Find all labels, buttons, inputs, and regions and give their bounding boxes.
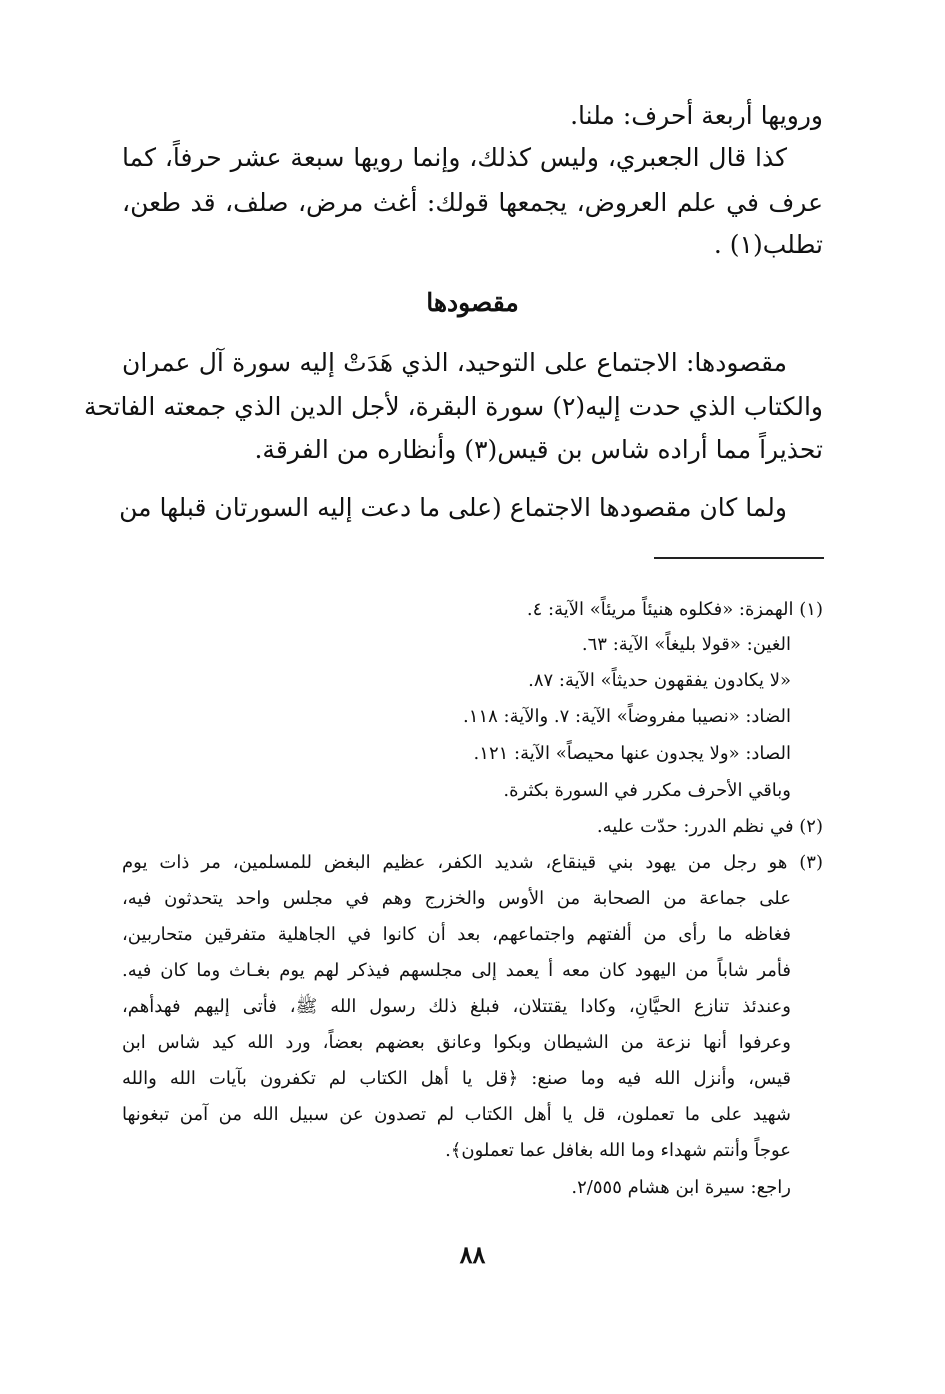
footnote-line-17: راجع: سيرة ابن هشام ٢/٥٥٥. [571, 1177, 791, 1198]
section-heading: مقصودها [426, 288, 519, 317]
body-line-8: ولما كان مقصودها الاجتماع (على ما دعت إليه السورتان قبلها من [119, 493, 787, 522]
footnote-line-8: (٣) هو رجل من يهود بني قينقاع، شديد الكفر، عظيم البغض للمسلمين، مر ذات يوم [122, 852, 823, 873]
footnote-line-14: قيس، وأنزل الله فيه وما صنع: ﴿قل يا أهل الكتاب لم تكفرون بآيات الله والله [122, 1068, 791, 1089]
footnote-divider [654, 557, 824, 559]
footnote-line-9: على جماعة من الصحابة من الأوس والخزرج وهم في مجلس واحد يتحدثون فيه، [122, 888, 791, 909]
body-line-3: عرف في علم العروض، يجمعها قولك: أغث مرض، صلف، قد طعن، [122, 188, 823, 217]
footnote-line-1: (١) الهمزة: «فكلوه هنيئاً مريئاً» الآية: ٤. [526, 599, 823, 620]
footnote-line-12: وعندئذ تنازع الحيَّانِ، وكادا يقتتلان، فبلغ ذلك رسول الله ﷺ، فأتى إليهم فهدأهم، [122, 996, 791, 1017]
footnote-line-4: الضاد: «نصيبا مفروضاً» الآية: ٧. والآية: ١١٨. [463, 706, 791, 727]
page-number: ٨٨ [459, 1240, 486, 1269]
body-line-2: كذا قال الجعبري، وليس كذلك، وإنما رويها سبعة عشر حرفاً، كما [122, 143, 787, 172]
body-line-5: مقصودها: الاجتماع على التوحيد، الذي هَدَتْ إليه سورة آل عمران [122, 348, 787, 377]
body-line-7: تحذيراً مما أراده شاس بن قيس(٣) وأنظاره من الفرقة. [254, 435, 823, 464]
footnote-line-2: الغين: «قولا بليغاً» الآية: ٦٣. [581, 634, 791, 655]
footnote-line-5: الصاد: «ولا يجدون عنها محيصاً» الآية: ١٢١. [473, 743, 791, 764]
footnote-line-16: عوجاً وأنتم شهداء وما الله بغافل عما تعملون﴾. [445, 1140, 791, 1161]
body-line-6: والكتاب الذي حدت إليه(٢) سورة البقرة، لأجل الدين الذي جمعته الفاتحة [84, 392, 823, 421]
footnote-line-7: (٢) في نظم الدرر: حدّت عليه. [596, 816, 823, 837]
footnote-line-10: فغاظه ما رأى من ألفتهم واجتماعهم، بعد أن كانوا في الجاهلية متفرقين متحاربين، [122, 924, 791, 945]
footnote-line-3: «لا يكادون يفقهون حديثاً» الآية: ٨٧. [528, 670, 791, 691]
body-line-1: ورويها أربعة أحرف: ملنا. [570, 101, 823, 130]
footnote-line-6: وباقي الأحرف مكرر في السورة بكثرة. [503, 780, 791, 801]
body-line-4: تطلب(١) . [713, 230, 823, 259]
footnote-line-11: فأمر شاباً من اليهود كان معه أ يعمد إلى مجلسهم فيذكر لهم يوم بغـاث وما كان فيه. [122, 960, 791, 981]
footnote-line-13: وعرفوا أنها نزعة من الشيطان وبكوا وعانق بعضهم بعضاً، ورد الله كيد شاس ابن [122, 1032, 791, 1053]
footnote-line-15: شهيد على ما تعملون، قل يا أهل الكتاب لم تصدون عن سبيل الله من آمن تبغونها [122, 1104, 791, 1125]
